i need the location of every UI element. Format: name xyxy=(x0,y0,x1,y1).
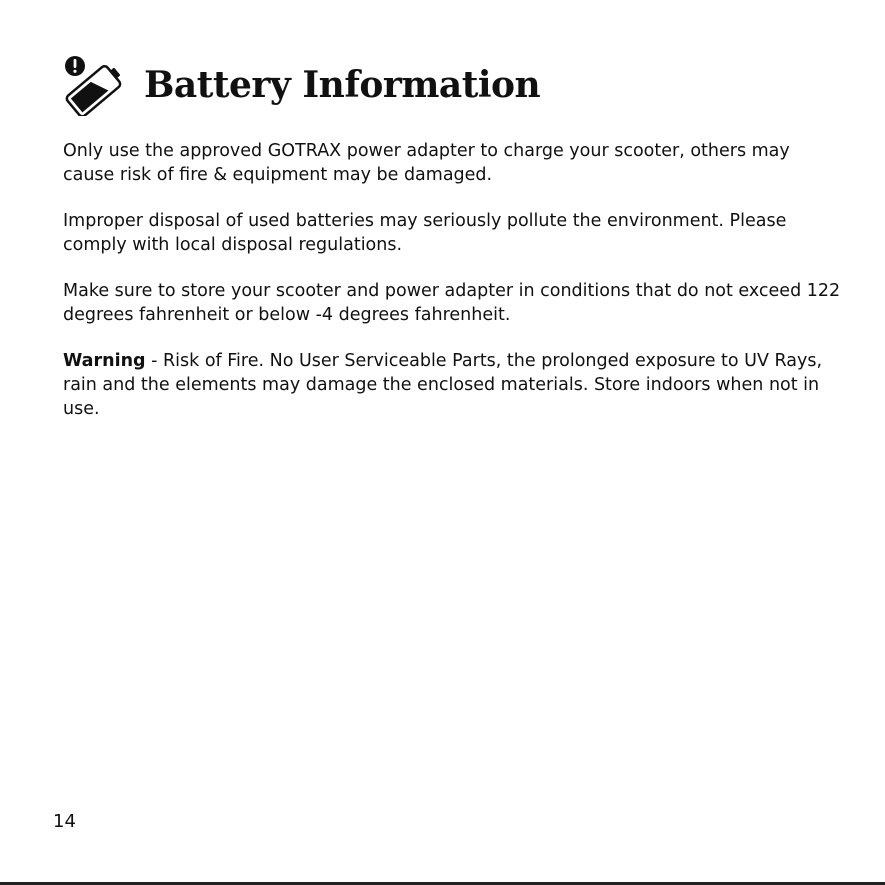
battery-warning-icon xyxy=(62,54,128,116)
paragraph-approved-adapter: Only use the approved GOTRAX power adapter to charge your scooter, others may cause risk of fire & equipment may be damaged. xyxy=(63,141,790,185)
paragraph-disposal: Improper disposal of used batteries may seriously pollute the environment. Please comply with local disposal regulations. xyxy=(63,211,787,255)
section-header xyxy=(62,54,540,116)
page-title: Battery Information xyxy=(144,64,541,106)
battery-info-body xyxy=(63,139,843,443)
warning-text: - Risk of Fire. No User Serviceable Parts, the prolonged exposure to UV Rays, rain and the elements may damage the enclosed materials. Store indoors when not in use. xyxy=(63,351,823,419)
warning-label: Warning xyxy=(63,351,146,371)
paragraph-warning xyxy=(63,349,843,421)
page-number: 14 xyxy=(53,811,76,832)
paragraph-storage-temperature: Make sure to store your scooter and power adapter in conditions that do not exceed 122 degrees fahrenheit or below -4 degrees fahrenheit. xyxy=(63,281,841,325)
